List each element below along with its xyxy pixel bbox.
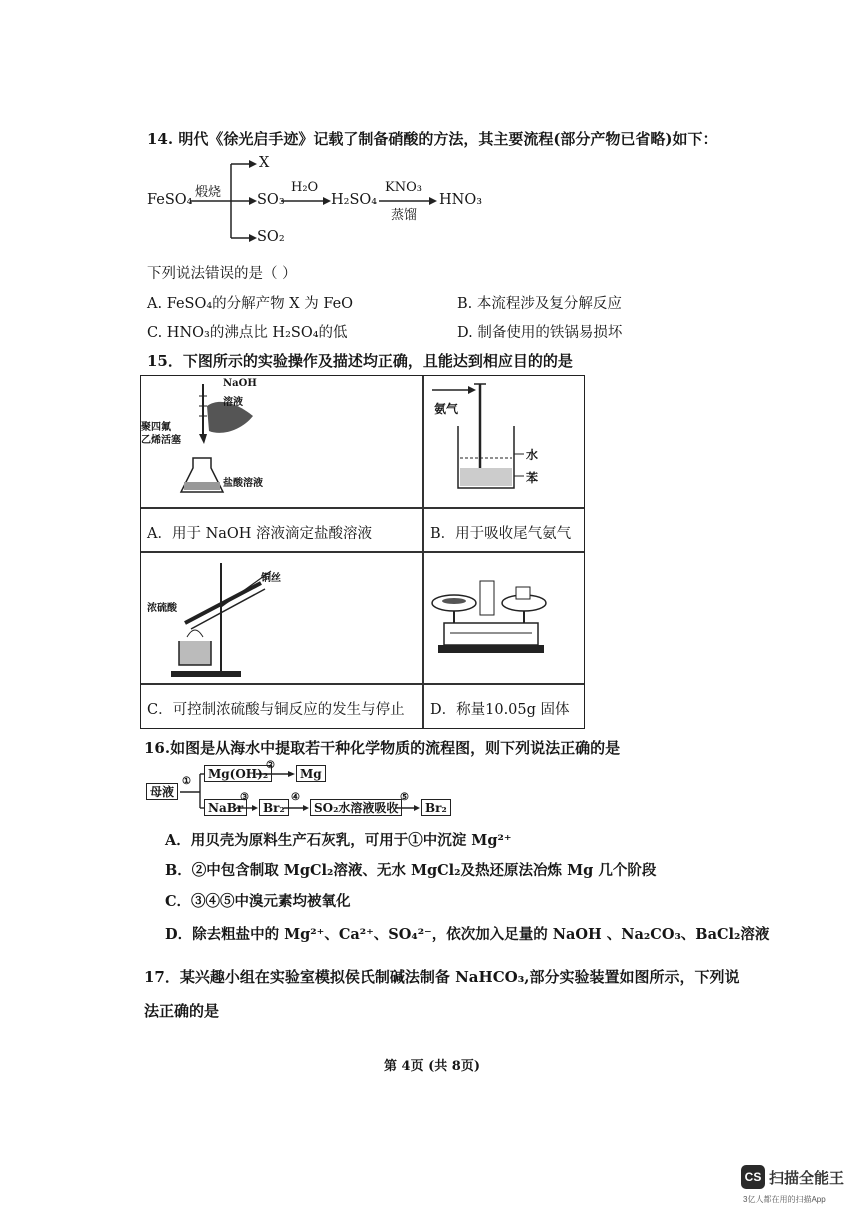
label-conc-sulfuric: 浓硫酸 bbox=[147, 603, 177, 614]
copper-sulfuric-apparatus-icon bbox=[141, 553, 423, 685]
label-ptfe-2: 乙烯活塞 bbox=[141, 435, 181, 446]
flow-step-4: ④ bbox=[291, 792, 300, 803]
q15-caption-d: D．称量10.05g 固体 bbox=[430, 702, 570, 718]
flow-step-5: ⑤ bbox=[400, 792, 409, 803]
label-water: 水 bbox=[526, 448, 539, 462]
q16-option-b: B．②中包含制取 MgCl₂溶液、无水 MgCl₂及热还原法冶炼 Mg 几个阶段 bbox=[165, 862, 657, 879]
q15-caption-c: C．可控制浓硫酸与铜反应的发生与停止 bbox=[147, 702, 405, 718]
q15-stem: 15．下图所示的实验操作及描述均正确，且能达到相应目的的是 bbox=[147, 352, 573, 370]
q15-caption-a: A．用于 NaOH 溶液滴定盐酸溶液 bbox=[147, 526, 373, 542]
q15-image-a bbox=[141, 376, 423, 508]
scanner-logo-icon: CS bbox=[741, 1165, 765, 1189]
label-ptfe-1: 聚四氟 bbox=[141, 422, 171, 433]
flow-cond-calcine: 煅烧 bbox=[195, 185, 222, 200]
flow-step-2: ② bbox=[266, 760, 275, 771]
q14-option-c: C. HNO₃的沸点比 H₂SO₄的低 bbox=[147, 325, 348, 341]
page-number: 第 4页 (共 8页) bbox=[384, 1059, 480, 1074]
scanner-tagline: 3亿人都在用的扫描App bbox=[743, 1195, 826, 1204]
q16-flow-diagram bbox=[146, 762, 466, 822]
flow-so2-absorb: SO₂水溶液吸收 bbox=[310, 799, 402, 816]
ammonia-absorber-icon bbox=[424, 376, 585, 508]
q16-option-a: A．用贝壳为原料生产石灰乳，可用于①中沉淀 Mg²⁺ bbox=[165, 832, 512, 849]
flow-nabr: NaBr bbox=[204, 799, 247, 816]
q14-option-d: D. 制备使用的铁锅易损坏 bbox=[457, 325, 623, 341]
flow-br2-a: Br₂ bbox=[259, 799, 289, 816]
label-ammonia: 氨气 bbox=[434, 402, 459, 416]
q15-caption-b: B．用于吸收尾气氨气 bbox=[430, 526, 572, 542]
label-hcl: 盐酸溶液 bbox=[223, 478, 263, 489]
q14-question: 下列说法错误的是（ ） bbox=[147, 266, 297, 282]
q14-option-b: B. 本流程涉及复分解反应 bbox=[457, 296, 622, 312]
q17-stem-line2: 法正确的是 bbox=[144, 1002, 220, 1020]
flow-so2: SO₂ bbox=[257, 229, 285, 245]
flow-br2-b: Br₂ bbox=[421, 799, 451, 816]
label-benzene: 苯 bbox=[526, 471, 539, 485]
q15-image-c bbox=[141, 552, 423, 684]
flow-x: X bbox=[259, 155, 270, 171]
flow-mgoh2: Mg(OH)₂ bbox=[204, 765, 272, 782]
q15-caption-a-cell bbox=[141, 508, 423, 552]
label-copper-wire: 铜丝 bbox=[261, 573, 281, 584]
flow-h2so4: H₂SO₄ bbox=[331, 192, 378, 208]
flow-step-1: ① bbox=[182, 776, 191, 787]
flow-feso4: FeSO₄ bbox=[147, 192, 193, 208]
q15-figure-grid bbox=[140, 375, 585, 729]
flow-cond-water: H₂O bbox=[291, 180, 319, 195]
q15-caption-b-cell bbox=[423, 508, 584, 552]
flow-mother-liquor: 母液 bbox=[146, 783, 178, 800]
q14-flow-diagram bbox=[145, 152, 505, 252]
q15-caption-d-cell bbox=[423, 684, 584, 728]
flow-so3: SO₃ bbox=[257, 192, 285, 208]
q16-option-c: C．③④⑤中溴元素均被氧化 bbox=[165, 893, 351, 910]
q14-stem: 14. 明代《徐光启手迹》记载了制备硝酸的方法，其主要流程(部分产物已省略)如下： bbox=[147, 130, 718, 148]
q14-option-a: A. FeSO₄的分解产物 X 为 FeO bbox=[147, 296, 354, 312]
flow-mg: Mg bbox=[296, 765, 326, 782]
label-naoh: NaOH bbox=[223, 378, 257, 389]
q15-image-d bbox=[423, 552, 584, 684]
balance-scale-icon bbox=[424, 553, 585, 685]
flow-hno3: HNO₃ bbox=[439, 192, 483, 208]
q16-option-d: D．除去粗盐中的 Mg²⁺、Ca²⁺、SO₄²⁻，依次加入足量的 NaOH 、Na₂CO₃、BaCl₂溶液 bbox=[165, 926, 770, 943]
q15-image-b bbox=[423, 376, 584, 508]
label-solution: 溶液 bbox=[223, 397, 243, 408]
titration-apparatus-icon bbox=[141, 376, 423, 508]
q15-caption-c-cell bbox=[141, 684, 423, 728]
flow-step-3: ③ bbox=[240, 792, 249, 803]
q17-stem-line1: 17．某兴趣小组在实验室模拟侯氏制碱法制备 NaHCO₃,部分实验装置如图所示，下列说 bbox=[144, 968, 740, 986]
scanner-brand: 扫描全能王 bbox=[769, 1170, 845, 1187]
q16-stem: 16.如图是从海水中提取若干种化学物质的流程图，则下列说法正确的是 bbox=[144, 739, 621, 757]
flow-cond-distill: 蒸馏 bbox=[391, 208, 418, 223]
flow-cond-kno3: KNO₃ bbox=[385, 180, 422, 195]
